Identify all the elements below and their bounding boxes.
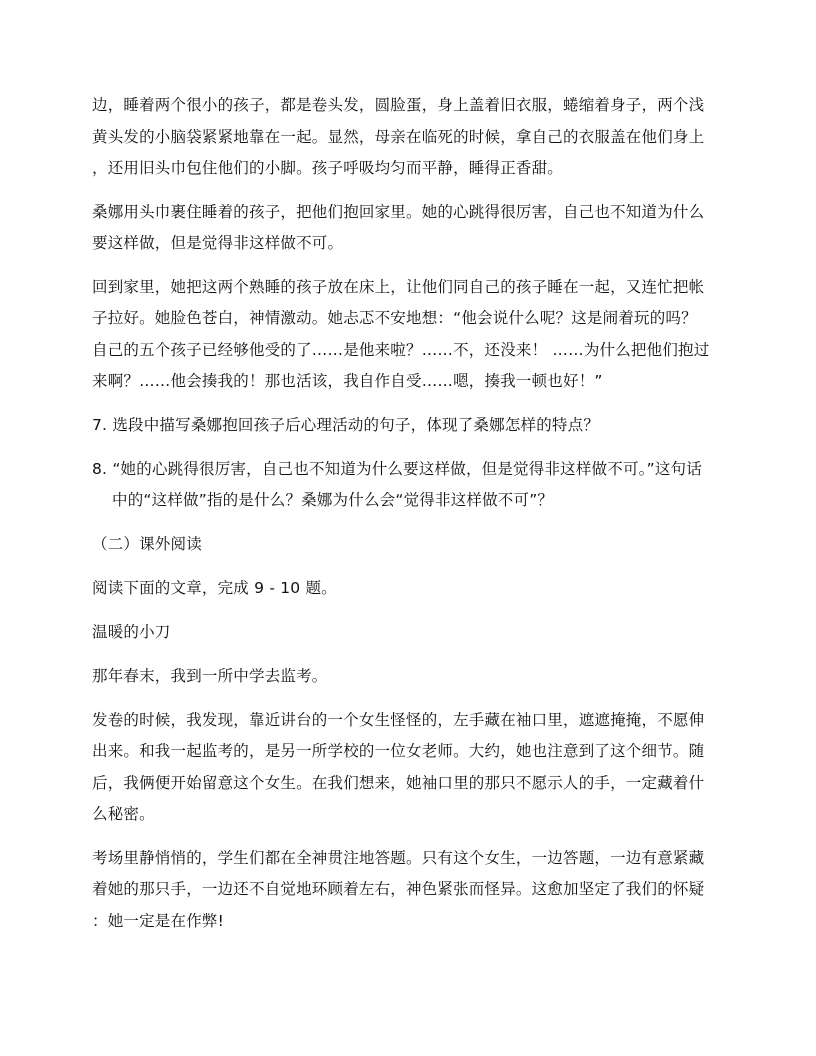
section-heading: （二）课外阅读 <box>92 535 202 553</box>
text-line: 出来。和我一起监考的，是另一所学校的一位女老师。大约，她也注意到了这个细节。随 <box>92 742 705 760</box>
text-line: 自己的五个孩子已经够他受的了……是他来啦？……不，还没来！ ……为什么把他们抱过 <box>92 341 710 359</box>
text-line: 边，睡着两个很小的孩子，都是卷头发，圆脸蛋，身上盖着旧衣服，蜷缩着身子，两个浅 <box>92 96 705 114</box>
text-line: 桑娜用头巾裹住睡着的孩子，把他们抱回家里。她的心跳得很厉害，自己也不知道为什么 <box>92 203 705 221</box>
text-line: 黄头发的小脑袋紧紧地靠在一起。显然，母亲在临死的时候，拿自己的衣服盖在他们身上 <box>92 128 705 146</box>
text-line: 着她的那只手，一边还不自觉地环顾着左右，神色紧张而怪异。这愈加坚定了我们的怀疑 <box>92 880 705 898</box>
question-7: 7. 选段中描写桑娜抱回孩子后心理活动的句子，体现了桑娜怎样的特点？ <box>92 416 600 434</box>
question-8: 8. “她的心跳得很厉害，自己也不知道为什么要这样做，但是觉得非这样做不可。”这句话 <box>92 460 702 478</box>
text-line: 么秘密。 <box>92 805 155 823</box>
text-line: 来啊？……他会揍我的！那也活该，我自作自受……嗯，揍我一顿也好！” <box>92 372 603 390</box>
text-line: 要这样做，但是觉得非这样做不可。 <box>92 234 344 252</box>
text-line: 那年春末，我到一所中学去监考。 <box>92 667 328 685</box>
text-line: ，还用旧头巾包住他们的小脚。孩子呼吸均匀而平静，睡得正香甜。 <box>92 159 564 177</box>
text-line: 后，我俩便开始留意这个女生。在我们想来，她袖口里的那只不愿示人的手，一定藏着什 <box>92 774 705 792</box>
text-line: ：她一定是在作弊! <box>92 912 225 930</box>
question-8-continued: 中的“这样做”指的是什么？桑娜为什么会“觉得非这样做不可”？ <box>112 491 554 509</box>
instruction: 阅读下面的文章，完成 9 - 10 题。 <box>92 579 337 597</box>
text-line: 子拉好。她脸色苍白，神情激动。她忐忑不安地想：“他会说什么呢？这是闹着玩的吗？ <box>92 309 697 327</box>
article-title: 温暖的小刀 <box>92 623 171 641</box>
text-line: 考场里静悄悄的，学生们都在全神贯注地答题。只有这个女生，一边答题，一边有意紧藏 <box>92 849 705 867</box>
text-line: 发卷的时候，我发现，靠近讲台的一个女生怪怪的，左手藏在袖口里，遮遮掩掩，不愿伸 <box>92 711 705 729</box>
text-line: 回到家里，她把这两个熟睡的孩子放在床上，让他们同自己的孩子睡在一起，又连忙把帐 <box>92 278 705 296</box>
